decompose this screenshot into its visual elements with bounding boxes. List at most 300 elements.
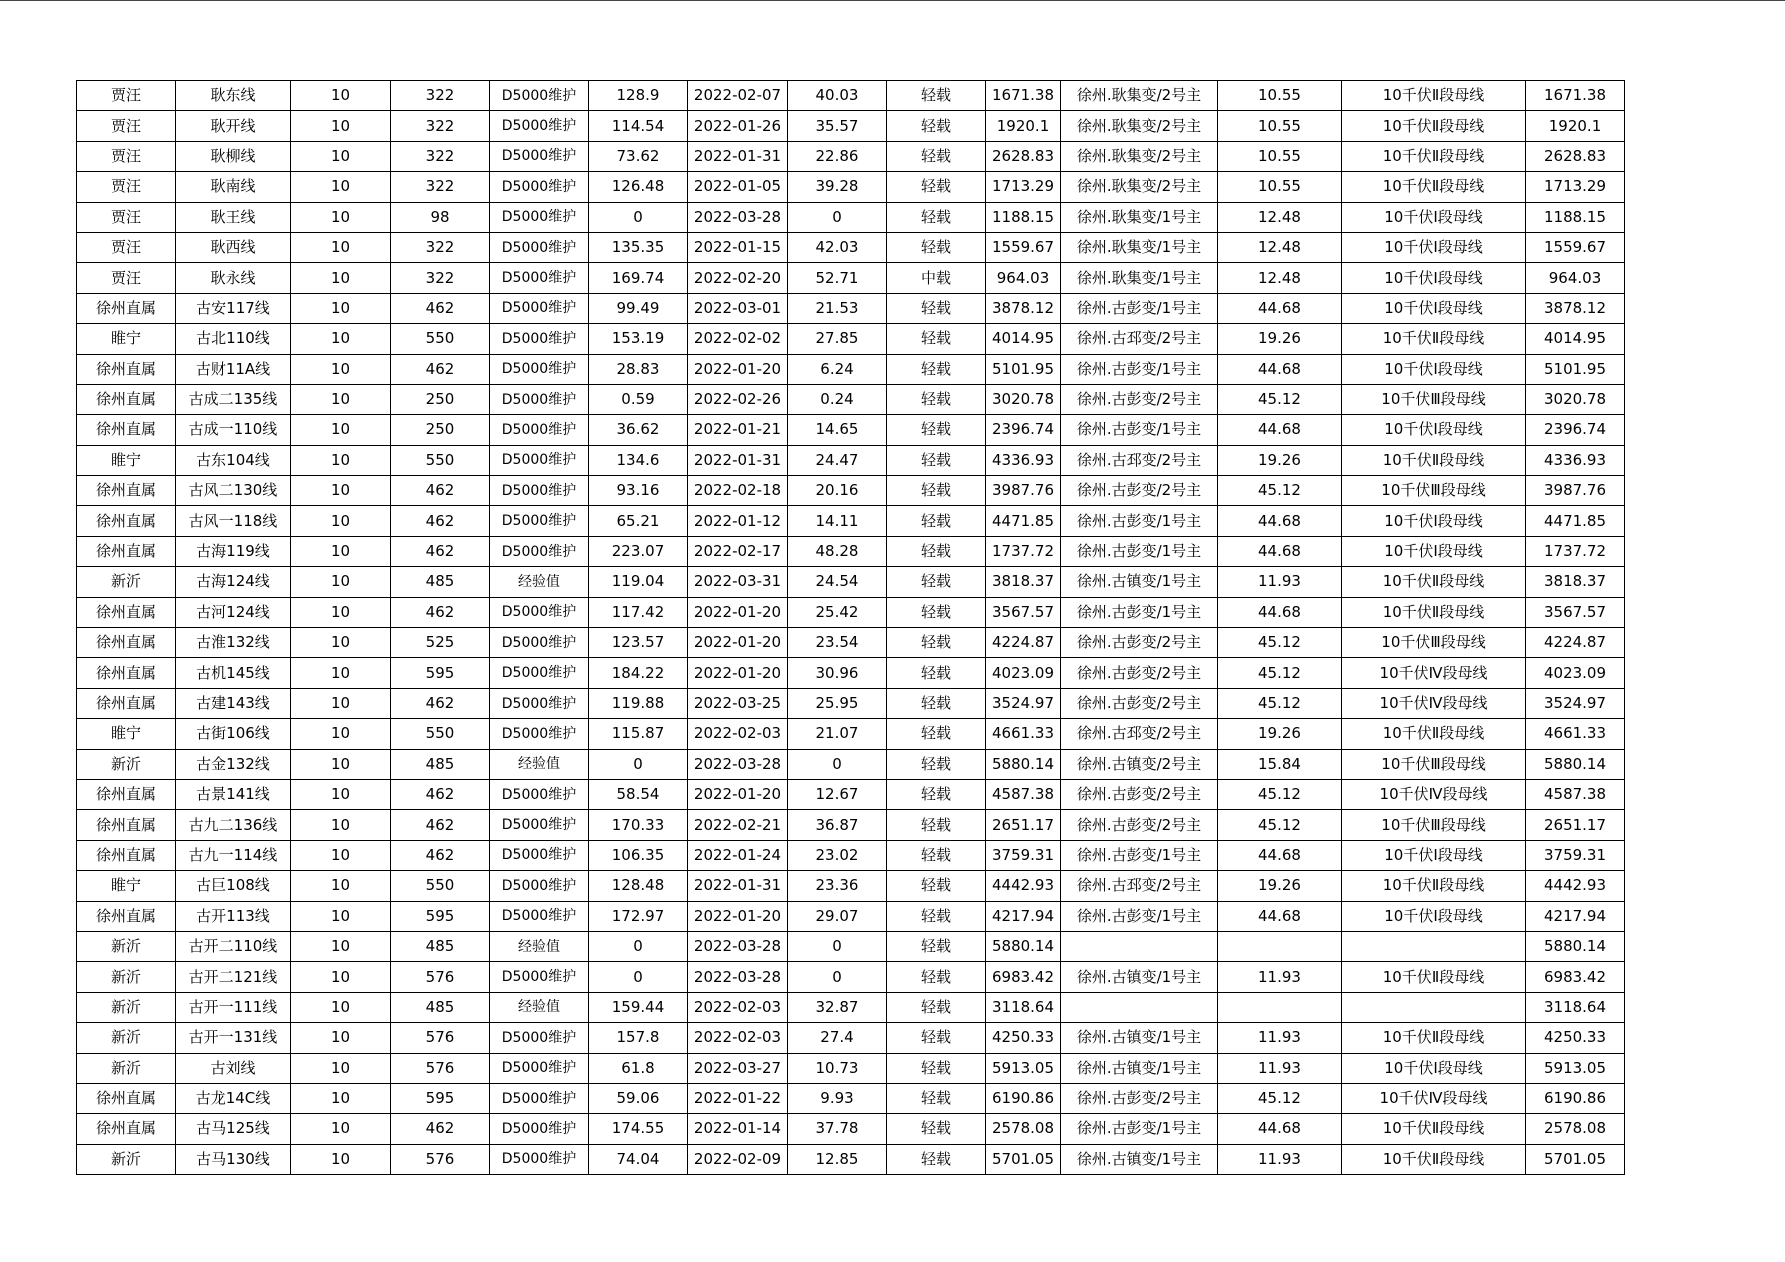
load-rate-cell: 21.53 xyxy=(788,293,887,323)
transformer-load-cell: 44.68 xyxy=(1218,1114,1342,1144)
line-name-cell: 古建143线 xyxy=(176,688,291,718)
load-status-cell: 轻载 xyxy=(887,536,986,566)
district-cell: 睢宁 xyxy=(77,324,176,354)
bus-section-cell: 10千伏Ⅱ段母线 xyxy=(1342,567,1526,597)
voltage-cell: 10 xyxy=(291,415,391,445)
transformer-cell: 徐州.古彭变/2号主 xyxy=(1061,384,1218,414)
load-status-cell: 轻载 xyxy=(887,871,986,901)
available-capacity-cell: 4661.33 xyxy=(986,719,1061,749)
table-row xyxy=(77,1083,1625,1113)
load-rate-cell: 27.4 xyxy=(788,1023,887,1053)
method-cell: 经验值 xyxy=(490,567,589,597)
voltage-cell: 10 xyxy=(291,293,391,323)
load-rate-cell: 37.78 xyxy=(788,1114,887,1144)
load-status-cell: 轻载 xyxy=(887,1083,986,1113)
date-cell: 2022-01-24 xyxy=(688,840,788,870)
capacity-cell: 576 xyxy=(391,962,490,992)
load-rate-cell: 0 xyxy=(788,931,887,961)
load-rate-cell: 12.85 xyxy=(788,1144,887,1174)
date-cell: 2022-01-20 xyxy=(688,597,788,627)
load-status-cell: 轻载 xyxy=(887,962,986,992)
bus-section-cell: 10千伏Ⅱ段母线 xyxy=(1342,962,1526,992)
available-capacity-cell: 3020.78 xyxy=(986,384,1061,414)
district-cell: 新沂 xyxy=(77,567,176,597)
available-capacity-cell: 1920.1 xyxy=(986,111,1061,141)
bus-section-cell: 10千伏Ⅳ段母线 xyxy=(1342,779,1526,809)
date-cell: 2022-03-31 xyxy=(688,567,788,597)
line-name-cell: 耿永线 xyxy=(176,263,291,293)
transformer-cell: 徐州.古彭变/1号主 xyxy=(1061,536,1218,566)
load-rate-cell: 20.16 xyxy=(788,476,887,506)
remaining-capacity-cell: 2628.83 xyxy=(1526,141,1625,171)
line-name-cell: 古东104线 xyxy=(176,445,291,475)
load-rate-cell: 32.87 xyxy=(788,992,887,1022)
load-rate-cell: 25.95 xyxy=(788,688,887,718)
transformer-load-cell: 11.93 xyxy=(1218,1023,1342,1053)
table-body xyxy=(77,81,1625,1175)
district-cell: 睢宁 xyxy=(77,445,176,475)
max-current-cell: 123.57 xyxy=(589,628,688,658)
remaining-capacity-cell: 2651.17 xyxy=(1526,810,1625,840)
remaining-capacity-cell: 4471.85 xyxy=(1526,506,1625,536)
date-cell: 2022-02-09 xyxy=(688,1144,788,1174)
line-name-cell: 古九一114线 xyxy=(176,840,291,870)
district-cell: 贾汪 xyxy=(77,141,176,171)
date-cell: 2022-02-07 xyxy=(688,81,788,111)
voltage-cell: 10 xyxy=(291,324,391,354)
table-row xyxy=(77,384,1625,414)
table-row xyxy=(77,688,1625,718)
table-row xyxy=(77,232,1625,262)
available-capacity-cell: 4014.95 xyxy=(986,324,1061,354)
load-rate-cell: 23.02 xyxy=(788,840,887,870)
table-row xyxy=(77,293,1625,323)
load-rate-cell: 25.42 xyxy=(788,597,887,627)
method-cell: D5000维护 xyxy=(490,688,589,718)
available-capacity-cell: 1188.15 xyxy=(986,202,1061,232)
bus-section-cell: 10千伏Ⅲ段母线 xyxy=(1342,749,1526,779)
capacity-cell: 462 xyxy=(391,293,490,323)
method-cell: D5000维护 xyxy=(490,81,589,111)
transformer-cell: 徐州.耿集变/1号主 xyxy=(1061,263,1218,293)
voltage-cell: 10 xyxy=(291,111,391,141)
method-cell: D5000维护 xyxy=(490,415,589,445)
bus-section-cell: 10千伏Ⅱ段母线 xyxy=(1342,111,1526,141)
method-cell: 经验值 xyxy=(490,931,589,961)
transformer-load-cell: 19.26 xyxy=(1218,719,1342,749)
load-rate-cell: 35.57 xyxy=(788,111,887,141)
capacity-cell: 550 xyxy=(391,871,490,901)
available-capacity-cell: 1559.67 xyxy=(986,232,1061,262)
transformer-load-cell: 11.93 xyxy=(1218,962,1342,992)
available-capacity-cell: 3759.31 xyxy=(986,840,1061,870)
remaining-capacity-cell: 3878.12 xyxy=(1526,293,1625,323)
capacity-cell: 322 xyxy=(391,81,490,111)
load-status-cell: 轻载 xyxy=(887,81,986,111)
capacity-cell: 525 xyxy=(391,628,490,658)
bus-section-cell: 10千伏Ⅰ段母线 xyxy=(1342,506,1526,536)
district-cell: 徐州直属 xyxy=(77,476,176,506)
load-rate-cell: 48.28 xyxy=(788,536,887,566)
max-current-cell: 114.54 xyxy=(589,111,688,141)
load-status-cell: 轻载 xyxy=(887,1053,986,1083)
date-cell: 2022-01-26 xyxy=(688,111,788,141)
district-cell: 新沂 xyxy=(77,931,176,961)
table-row xyxy=(77,871,1625,901)
voltage-cell: 10 xyxy=(291,688,391,718)
max-current-cell: 169.74 xyxy=(589,263,688,293)
method-cell: D5000维护 xyxy=(490,1083,589,1113)
max-current-cell: 28.83 xyxy=(589,354,688,384)
load-status-cell: 轻载 xyxy=(887,1144,986,1174)
load-status-cell: 轻载 xyxy=(887,476,986,506)
method-cell: D5000维护 xyxy=(490,597,589,627)
capacity-cell: 462 xyxy=(391,779,490,809)
district-cell: 贾汪 xyxy=(77,232,176,262)
date-cell: 2022-03-28 xyxy=(688,962,788,992)
transformer-cell: 徐州.古彭变/2号主 xyxy=(1061,688,1218,718)
load-status-cell: 轻载 xyxy=(887,597,986,627)
transformer-load-cell: 45.12 xyxy=(1218,628,1342,658)
load-rate-cell: 0 xyxy=(788,962,887,992)
load-status-cell: 轻载 xyxy=(887,506,986,536)
load-status-cell: 轻载 xyxy=(887,749,986,779)
remaining-capacity-cell: 1671.38 xyxy=(1526,81,1625,111)
district-cell: 徐州直属 xyxy=(77,506,176,536)
voltage-cell: 10 xyxy=(291,1053,391,1083)
transformer-load-cell: 12.48 xyxy=(1218,263,1342,293)
transformer-load-cell: 11.93 xyxy=(1218,1053,1342,1083)
remaining-capacity-cell: 1188.15 xyxy=(1526,202,1625,232)
transformer-load-cell: 12.48 xyxy=(1218,232,1342,262)
transformer-cell: 徐州.古彭变/1号主 xyxy=(1061,506,1218,536)
transformer-load-cell: 44.68 xyxy=(1218,536,1342,566)
transformer-load-cell: 19.26 xyxy=(1218,324,1342,354)
available-capacity-cell: 4224.87 xyxy=(986,628,1061,658)
table-row xyxy=(77,901,1625,931)
table-row xyxy=(77,324,1625,354)
load-status-cell: 轻载 xyxy=(887,324,986,354)
max-current-cell: 157.8 xyxy=(589,1023,688,1053)
transformer-cell: 徐州.耿集变/2号主 xyxy=(1061,111,1218,141)
remaining-capacity-cell: 5913.05 xyxy=(1526,1053,1625,1083)
page-top-rule xyxy=(0,0,1785,1)
date-cell: 2022-02-02 xyxy=(688,324,788,354)
bus-section-cell: 10千伏Ⅰ段母线 xyxy=(1342,232,1526,262)
available-capacity-cell: 2396.74 xyxy=(986,415,1061,445)
load-status-cell: 中载 xyxy=(887,263,986,293)
max-current-cell: 106.35 xyxy=(589,840,688,870)
load-status-cell: 轻载 xyxy=(887,232,986,262)
available-capacity-cell: 5701.05 xyxy=(986,1144,1061,1174)
load-rate-cell: 0 xyxy=(788,202,887,232)
transformer-load-cell: 45.12 xyxy=(1218,810,1342,840)
line-name-cell: 古开113线 xyxy=(176,901,291,931)
method-cell: D5000维护 xyxy=(490,536,589,566)
available-capacity-cell: 1713.29 xyxy=(986,172,1061,202)
transformer-load-cell: 10.55 xyxy=(1218,141,1342,171)
date-cell: 2022-01-20 xyxy=(688,658,788,688)
load-rate-cell: 12.67 xyxy=(788,779,887,809)
transformer-cell: 徐州.古镇变/1号主 xyxy=(1061,1023,1218,1053)
transformer-cell: 徐州.古镇变/1号主 xyxy=(1061,1053,1218,1083)
capacity-cell: 485 xyxy=(391,567,490,597)
max-current-cell: 0 xyxy=(589,749,688,779)
bus-section-cell: 10千伏Ⅱ段母线 xyxy=(1342,1144,1526,1174)
load-status-cell: 轻载 xyxy=(887,719,986,749)
remaining-capacity-cell: 4442.93 xyxy=(1526,871,1625,901)
transformer-load-cell: 44.68 xyxy=(1218,597,1342,627)
max-current-cell: 134.6 xyxy=(589,445,688,475)
transformer-cell: 徐州.古彭变/1号主 xyxy=(1061,354,1218,384)
line-name-cell: 耿王线 xyxy=(176,202,291,232)
date-cell: 2022-01-12 xyxy=(688,506,788,536)
available-capacity-cell: 4587.38 xyxy=(986,779,1061,809)
table-row xyxy=(77,445,1625,475)
bus-section-cell xyxy=(1342,992,1526,1022)
line-name-cell: 古风二130线 xyxy=(176,476,291,506)
transformer-load-cell: 45.12 xyxy=(1218,779,1342,809)
date-cell: 2022-01-15 xyxy=(688,232,788,262)
transformer-load-cell: 10.55 xyxy=(1218,172,1342,202)
method-cell: D5000维护 xyxy=(490,658,589,688)
load-rate-cell: 23.36 xyxy=(788,871,887,901)
transformer-cell: 徐州.古彭变/2号主 xyxy=(1061,628,1218,658)
district-cell: 徐州直属 xyxy=(77,536,176,566)
remaining-capacity-cell: 4250.33 xyxy=(1526,1023,1625,1053)
capacity-cell: 485 xyxy=(391,992,490,1022)
date-cell: 2022-03-25 xyxy=(688,688,788,718)
transformer-cell: 徐州.古彭变/1号主 xyxy=(1061,1114,1218,1144)
transformer-cell: 徐州.耿集变/2号主 xyxy=(1061,172,1218,202)
line-name-cell: 古开二121线 xyxy=(176,962,291,992)
bus-section-cell: 10千伏Ⅱ段母线 xyxy=(1342,871,1526,901)
table-row xyxy=(77,931,1625,961)
voltage-cell: 10 xyxy=(291,567,391,597)
transformer-cell: 徐州.古彭变/2号主 xyxy=(1061,810,1218,840)
load-status-cell: 轻载 xyxy=(887,567,986,597)
district-cell: 徐州直属 xyxy=(77,658,176,688)
method-cell: D5000维护 xyxy=(490,324,589,354)
date-cell: 2022-03-27 xyxy=(688,1053,788,1083)
bus-section-cell: 10千伏Ⅳ段母线 xyxy=(1342,1083,1526,1113)
bus-section-cell: 10千伏Ⅱ段母线 xyxy=(1342,172,1526,202)
date-cell: 2022-01-20 xyxy=(688,779,788,809)
method-cell: D5000维护 xyxy=(490,202,589,232)
table-row xyxy=(77,962,1625,992)
load-status-cell: 轻载 xyxy=(887,840,986,870)
method-cell: D5000维护 xyxy=(490,962,589,992)
transformer-load-cell: 19.26 xyxy=(1218,871,1342,901)
line-name-cell: 古马130线 xyxy=(176,1144,291,1174)
bus-section-cell: 10千伏Ⅲ段母线 xyxy=(1342,384,1526,414)
method-cell: D5000维护 xyxy=(490,1053,589,1083)
line-name-cell: 古刘线 xyxy=(176,1053,291,1083)
capacity-cell: 462 xyxy=(391,354,490,384)
line-name-cell: 耿南线 xyxy=(176,172,291,202)
date-cell: 2022-01-05 xyxy=(688,172,788,202)
load-rate-cell: 24.54 xyxy=(788,567,887,597)
table-row xyxy=(77,1023,1625,1053)
method-cell: D5000维护 xyxy=(490,141,589,171)
district-cell: 睢宁 xyxy=(77,719,176,749)
remaining-capacity-cell: 4217.94 xyxy=(1526,901,1625,931)
line-name-cell: 古景141线 xyxy=(176,779,291,809)
transformer-cell: 徐州.古邳变/2号主 xyxy=(1061,871,1218,901)
transformer-cell: 徐州.古彭变/2号主 xyxy=(1061,658,1218,688)
table-row xyxy=(77,1144,1625,1174)
date-cell: 2022-01-20 xyxy=(688,628,788,658)
load-status-cell: 轻载 xyxy=(887,1114,986,1144)
load-status-cell: 轻载 xyxy=(887,293,986,323)
load-rate-cell: 27.85 xyxy=(788,324,887,354)
table-row xyxy=(77,597,1625,627)
district-cell: 新沂 xyxy=(77,1053,176,1083)
line-name-cell: 古淮132线 xyxy=(176,628,291,658)
transformer-load-cell: 12.48 xyxy=(1218,202,1342,232)
transformer-load-cell: 44.68 xyxy=(1218,506,1342,536)
capacity-cell: 322 xyxy=(391,232,490,262)
capacity-cell: 322 xyxy=(391,263,490,293)
remaining-capacity-cell: 3987.76 xyxy=(1526,476,1625,506)
voltage-cell: 10 xyxy=(291,931,391,961)
capacity-cell: 550 xyxy=(391,445,490,475)
line-name-cell: 耿柳线 xyxy=(176,141,291,171)
date-cell: 2022-03-28 xyxy=(688,931,788,961)
transformer-load-cell: 15.84 xyxy=(1218,749,1342,779)
remaining-capacity-cell: 3118.64 xyxy=(1526,992,1625,1022)
available-capacity-cell: 4217.94 xyxy=(986,901,1061,931)
bus-section-cell: 10千伏Ⅳ段母线 xyxy=(1342,688,1526,718)
max-current-cell: 61.8 xyxy=(589,1053,688,1083)
voltage-cell: 10 xyxy=(291,445,391,475)
load-status-cell: 轻载 xyxy=(887,202,986,232)
transformer-cell: 徐州.古彭变/1号主 xyxy=(1061,293,1218,323)
capacity-cell: 595 xyxy=(391,1083,490,1113)
capacity-cell: 462 xyxy=(391,506,490,536)
bus-section-cell: 10千伏Ⅱ段母线 xyxy=(1342,324,1526,354)
voltage-cell: 10 xyxy=(291,1114,391,1144)
method-cell: D5000维护 xyxy=(490,384,589,414)
voltage-cell: 10 xyxy=(291,172,391,202)
date-cell: 2022-02-17 xyxy=(688,536,788,566)
bus-section-cell: 10千伏Ⅱ段母线 xyxy=(1342,81,1526,111)
capacity-cell: 462 xyxy=(391,1114,490,1144)
voltage-cell: 10 xyxy=(291,871,391,901)
max-current-cell: 99.49 xyxy=(589,293,688,323)
voltage-cell: 10 xyxy=(291,719,391,749)
capacity-cell: 485 xyxy=(391,931,490,961)
transformer-cell: 徐州.古彭变/1号主 xyxy=(1061,415,1218,445)
district-cell: 徐州直属 xyxy=(77,688,176,718)
method-cell: D5000维护 xyxy=(490,628,589,658)
remaining-capacity-cell: 3818.37 xyxy=(1526,567,1625,597)
table-row xyxy=(77,415,1625,445)
remaining-capacity-cell: 5701.05 xyxy=(1526,1144,1625,1174)
table-row xyxy=(77,810,1625,840)
line-name-cell: 耿西线 xyxy=(176,232,291,262)
remaining-capacity-cell: 1920.1 xyxy=(1526,111,1625,141)
max-current-cell: 36.62 xyxy=(589,415,688,445)
date-cell: 2022-02-03 xyxy=(688,719,788,749)
date-cell: 2022-02-21 xyxy=(688,810,788,840)
line-name-cell: 古街106线 xyxy=(176,719,291,749)
max-current-cell: 119.88 xyxy=(589,688,688,718)
method-cell: 经验值 xyxy=(490,749,589,779)
capacity-cell: 550 xyxy=(391,719,490,749)
max-current-cell: 74.04 xyxy=(589,1144,688,1174)
bus-section-cell: 10千伏Ⅲ段母线 xyxy=(1342,810,1526,840)
district-cell: 徐州直属 xyxy=(77,810,176,840)
table-row xyxy=(77,263,1625,293)
load-rate-cell: 0.24 xyxy=(788,384,887,414)
voltage-cell: 10 xyxy=(291,1083,391,1113)
line-name-cell: 古北110线 xyxy=(176,324,291,354)
max-current-cell: 128.9 xyxy=(589,81,688,111)
capacity-cell: 462 xyxy=(391,810,490,840)
table-row xyxy=(77,202,1625,232)
capacity-cell: 462 xyxy=(391,840,490,870)
line-name-cell: 古成二135线 xyxy=(176,384,291,414)
capacity-cell: 322 xyxy=(391,172,490,202)
date-cell: 2022-02-26 xyxy=(688,384,788,414)
load-status-cell: 轻载 xyxy=(887,931,986,961)
load-status-cell: 轻载 xyxy=(887,992,986,1022)
max-current-cell: 0.59 xyxy=(589,384,688,414)
line-name-cell: 古财11A线 xyxy=(176,354,291,384)
method-cell: D5000维护 xyxy=(490,840,589,870)
max-current-cell: 174.55 xyxy=(589,1114,688,1144)
line-name-cell: 古河124线 xyxy=(176,597,291,627)
method-cell: D5000维护 xyxy=(490,506,589,536)
table-row xyxy=(77,354,1625,384)
load-status-cell: 轻载 xyxy=(887,658,986,688)
transformer-load-cell xyxy=(1218,992,1342,1022)
max-current-cell: 115.87 xyxy=(589,719,688,749)
load-rate-cell: 52.71 xyxy=(788,263,887,293)
method-cell: D5000维护 xyxy=(490,354,589,384)
transformer-cell: 徐州.古彭变/1号主 xyxy=(1061,840,1218,870)
remaining-capacity-cell: 3759.31 xyxy=(1526,840,1625,870)
load-status-cell: 轻载 xyxy=(887,415,986,445)
table-row xyxy=(77,81,1625,111)
load-rate-cell: 39.28 xyxy=(788,172,887,202)
remaining-capacity-cell: 4224.87 xyxy=(1526,628,1625,658)
district-cell: 徐州直属 xyxy=(77,354,176,384)
load-rate-cell: 23.54 xyxy=(788,628,887,658)
max-current-cell: 153.19 xyxy=(589,324,688,354)
max-current-cell: 119.04 xyxy=(589,567,688,597)
available-capacity-cell: 2651.17 xyxy=(986,810,1061,840)
method-cell: 经验值 xyxy=(490,992,589,1022)
line-name-cell: 古巨108线 xyxy=(176,871,291,901)
load-rate-cell: 40.03 xyxy=(788,81,887,111)
method-cell: D5000维护 xyxy=(490,172,589,202)
line-name-cell: 耿开线 xyxy=(176,111,291,141)
remaining-capacity-cell: 1559.67 xyxy=(1526,232,1625,262)
line-name-cell: 古开一111线 xyxy=(176,992,291,1022)
remaining-capacity-cell: 6983.42 xyxy=(1526,962,1625,992)
district-cell: 新沂 xyxy=(77,962,176,992)
bus-section-cell: 10千伏Ⅰ段母线 xyxy=(1342,263,1526,293)
line-name-cell: 古龙14C线 xyxy=(176,1083,291,1113)
transformer-load-cell: 44.68 xyxy=(1218,840,1342,870)
transformer-load-cell: 45.12 xyxy=(1218,476,1342,506)
load-rate-cell: 9.93 xyxy=(788,1083,887,1113)
district-cell: 睢宁 xyxy=(77,871,176,901)
method-cell: D5000维护 xyxy=(490,1144,589,1174)
available-capacity-cell: 3878.12 xyxy=(986,293,1061,323)
